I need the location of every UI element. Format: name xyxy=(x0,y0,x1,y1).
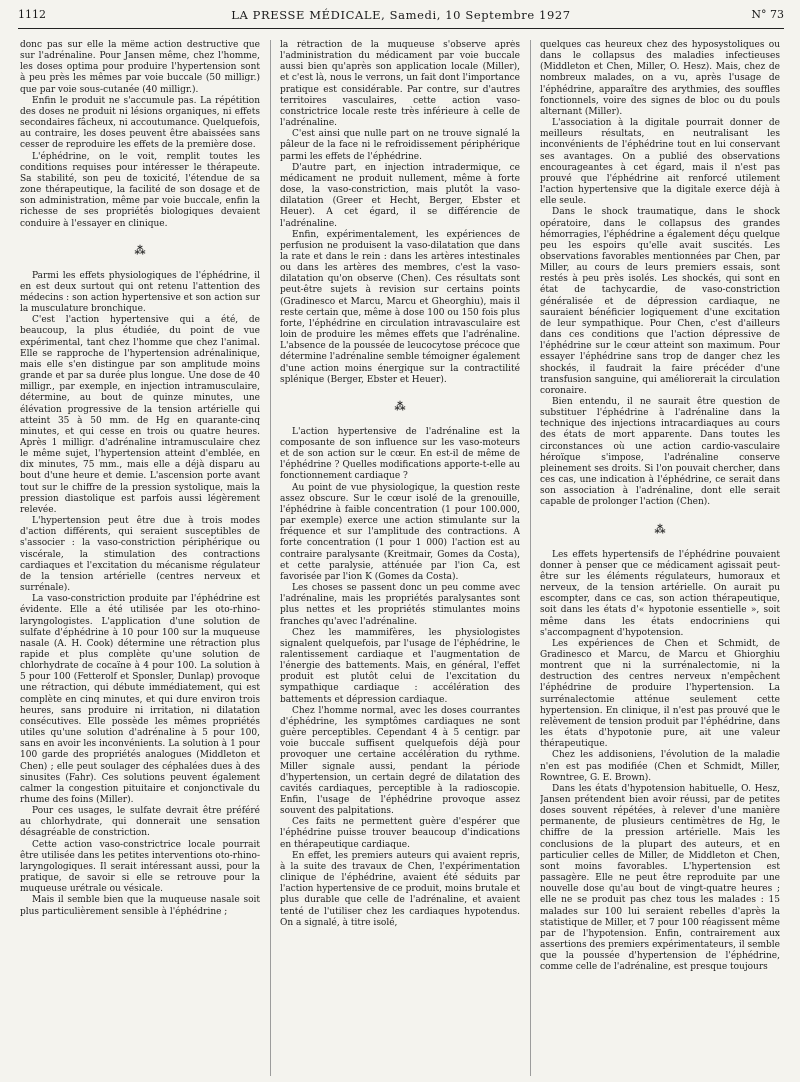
paragraph: la rétraction de la muqueuse s'observe après l'administration du médicament par voie buccale aussi bien qu'après son application locale (Miller), et c'est là, nous le verrons, un fait dont l'importance pratique est considérable. Par contre, sur d'autres territoires vasculaires, cette action vaso-constrictrice locale reste très inférieure à celle de l'adrénaline. xyxy=(280,40,520,129)
paragraph: L'hypertension peut être due à trois modes d'action différents, qui seraient susceptibles de s'associer : la vaso-constriction périphérique ou viscérale, la stimulation des contractions cardiaques et l'excitation du mécanisme régulateur de la tension artérielle (centres nerveux et surrénale). xyxy=(20,516,260,594)
journal-running-title: LA PRESSE MÉDICALE, Samedi, 10 Septembre 1927 xyxy=(231,8,571,22)
paragraph: Bien entendu, il ne saurait être question de substituer l'éphédrine à l'adrénaline dans la technique des injections intracardiaques au cours des états de mort apparente. Dans toutes les circonstances où une action cardio-vasculaire héroïque s'impose, l'adrénaline conserve pleinement ses droits. Si l'on pouvait chercher, dans ces cas, une indication à l'éphédrine, ce serait dans son association à l'adrénaline, dont elle serait capable de prolonger l'action (Chen). xyxy=(540,397,780,508)
page-header xyxy=(18,8,784,38)
section-asterism: ⁂ xyxy=(134,243,146,257)
paragraph: Mais il semble bien que la muqueuse nasale soit plus particulièrement sensible à l'éphédrine ; xyxy=(20,895,260,917)
paragraph: Les effets hypertensifs de l'éphédrine pouvaient donner à penser que ce médicament agissait peut-être sur les éléments régulateurs, humoraux et nerveux, de la tension artérielle. On aurait pu escompter, dans ce cas, son action thérapeutique, soit dans les états d'« hypotonie essentielle », soit même dans les états endocriniens qui s'accompagnent d'hypotension. xyxy=(540,549,780,638)
paragraph: Parmi les effets physiologiques de l'éphédrine, il en est deux surtout qui ont retenu l'attention des médecins : son action hypertensive et son action sur la musculature bronchique. xyxy=(20,270,260,315)
paragraph: Ces faits ne permettent guère d'espérer que l'éphédrine puisse trouver beaucoup d'indications en thérapeutique cardiaque. xyxy=(280,817,520,850)
paragraph: L'association à la digitale pourrait donner de meilleurs résultats, en neutralisant les inconvénients de l'éphédrine tout en lui conservant ses avantages. On a publié des observations encourageantes à cet égard, mais il n'est pas prouvé que l'éphédrine ait renforcé utilement l'action hypertensive que la digitale exerce déjà à elle seule. xyxy=(540,118,780,207)
section-asterism: ⁂ xyxy=(654,522,666,536)
paragraph: Dans les états d'hypotension habituelle, O. Hesz, Jansen prétendent bien avoir réussi, par de petites doses souvent répétées, à relever d'une manière permanente, de plusieurs centimètres de Hg, le chiffre de la pression artérielle. Mais les conclusions de la plupart des auteurs, et en particulier celles de Miller, de Middleton et Chen, sont moins favorables. L'hypertension est passagère. Elle ne peut être reproduite par une nouvelle dose qu'au bout de vingt-quatre heures ; elle ne se produit pas chez tous les malades : 15 malades sur 100 lui seraient rebelles d'après la statistique de Miller, et 7 pour 100 réagissent même par de l'hypotension. Enfin, contrairement aux assertions des premiers expérimentateurs, il semble que la poussée d'hypertension de l'éphédrine, comme celle de l'adrénaline, est presque toujours xyxy=(540,783,780,973)
page-number: 1112 xyxy=(18,8,46,21)
paragraph: donc pas sur elle la même action destructive que sur l'adrénaline. Pour Jansen même, chez l'homme, les doses optima pour produire l'hypertension sont à peu près les mêmes par voie buccale (50 milligr.) que par voie sous-cutanée (40 milligr.). xyxy=(20,40,260,95)
paragraph: Chez les mammifères, les physiologistes signalent quelquefois, par l'usage de l'éphédrine, le ralentissement cardiaque et l'augmentation de l'énergie des battements. Mais, en général, l'effet produit est plutôt celui de l'excitation du sympathique cardiaque : accélération des battements et dépression cardiaque. xyxy=(280,627,520,705)
column-2 xyxy=(280,40,520,1076)
paragraph: D'autre part, en injection intradermique, ce médicament ne produit nullement, même à forte dose, la vaso-constriction, mais plutôt la vaso-dilatation (Greer et Hecht, Berger, Ebster et Heuer). A cet égard, il se différencie de l'adrénaline. xyxy=(280,162,520,229)
paragraph: En effet, les premiers auteurs qui avaient repris, à la suite des travaux de Chen, l'expérimentation clinique de l'éphédrine, avaient été séduits par l'action hypertensive de ce produit, moins brutale et plus durable que celle de l'adrénaline, et avaient tenté de l'utiliser chez les cardiaques hypotendus. On a signalé, à titre isolé, xyxy=(280,850,520,928)
paragraph: Enfin, expérimentalement, les expériences de perfusion ne produisent la vaso-dilatation que dans la rate et dans le rein : dans les artères intestinales ou dans les artères des membres, c'est la vaso-dilatation qu'on observe (Chen). Ces résultats sont peut-être sujets à revision sur certains points (Gradinesco et Marcu, Marcu et Gheorghiu), mais il reste certain que, même à dose 100 ou 150 fois plus forte, l'éphédrine en circulation intravasculaire est loin de produire les mêmes effets que l'adrénaline. L'absence de la poussée de leucocytose précoce que détermine l'adrénaline semble témoigner également d'une action moins énergique sur la contractilité splénique (Berger, Ebster et Heuer). xyxy=(280,229,520,385)
column-divider xyxy=(270,40,271,1076)
column-divider xyxy=(530,40,531,1076)
paragraph: quelques cas heureux chez des hyposystoliques ou dans le collapsus des maladies infectieuses (Middleton et Chen, Miller, O. Hesz). Mais, chez de nombreux malades, on a vu, après l'usage de l'éphédrine, apparaître des arythmies, des souffles fonctionnels, voire des signes de bloc ou du pouls alternant (Miller). xyxy=(540,40,780,117)
paragraph: Chez l'homme normal, avec les doses courrantes d'éphédrine, les symptômes cardiaques ne sont guère perceptibles. Cependant 4 à 5 centigr. par voie buccale suffisent quelquefois déjà pour provoquer une certaine accélération du rythme. Miller signale aussi, pendant la période d'hypertension, un certain degré de dilatation des cavités cardiaques, perceptible à la radioscopie. Enfin, l'usage de l'éphédrine provoque assez souvent des palpitations. xyxy=(280,705,520,817)
paragraph: Enfin le produit ne s'accumule pas. La répétition des doses ne produit ni lésions organiques, ni effets secondaires fâcheux, ni accoutumance. Quelquefois, au contraire, les doses peuvent être abaissées sans cesser de reproduire les effets de la première dose. xyxy=(20,95,260,151)
section-asterism: ⁂ xyxy=(394,399,406,413)
column-1 xyxy=(20,40,260,1076)
paragraph: C'est ainsi que nulle part on ne trouve signalé la pâleur de la face ni le refroidissement périphérique parmi les effets de l'éphédrine. xyxy=(280,129,520,162)
paragraph: C'est l'action hypertensive qui a été, de beaucoup, la plus étudiée, du point de vue expérimental, tant chez l'homme que chez l'animal. Elle se rapproche de l'hypertension adrénalinique, mais elle s'en distingue par son amplitude moins grande et par sa durée plus longue. Une dose de 40 milligr., par exemple, en injection intramusculaire, détermine, au bout de quinze minutes, une élévation progressive de la tension artérielle qui atteint 35 à 50 mm. de Hg en quarante-cinq minutes, et qui cesse en trois ou quatre heures. Après 1 milligr. d'adrénaline intramusculaire chez le même sujet, l'hypertension atteint d'emblée, en dix minutes, 75 mm., mais elle a déjà disparu au bout d'une heure et demie. L'ascension porte avant tout sur le chiffre de la pression systolique, mais la pression diastolique est parfois aussi légèrement relevée. xyxy=(20,315,260,515)
issue-number: N° 73 xyxy=(751,8,784,21)
paragraph: Pour ces usages, le sulfate devrait être préféré au chlorhydrate, qui donnerait une sensation désagréable de constriction. xyxy=(20,806,260,839)
paragraph: Chez les addisoniens, l'évolution de la maladie n'en est pas modifiée (Chen et Schmidt, Miller, Rowntree, G. E. Brown). xyxy=(540,750,780,783)
paragraph: La vaso-constriction produite par l'éphédrine est évidente. Elle a été utilisée par les oto-rhino-laryngologistes. L'application d'une solution de sulfate d'éphédrine à 10 pour 100 sur la muqueuse nasale (A. H. Cook) détermine une rétraction plus rapide et plus complète qu'une solution de chlorhydrate de cocaïne à 4 pour 100. La solution à 5 pour 100 (Fetterolf et Sponsler, Dunlap) provoque une rétraction, qui débute immédiatement, qui est complète en cinq minutes, et qui dure environ trois heures, sans produire ni irritation, ni dilatation consécutives. Elle possède les mêmes propriétés utiles qu'une solution d'adrénaline à 5 pour 100, sans en avoir les inconvénients. La solution à 1 pour 100 garde des propriétés analogues (Middleton et Chen) ; elle peut soulager des céphalées dues à des sinusites (Fahr). Ces solutions peuvent également calmer la congestion pituitaire et conjonctivale du rhume des foins (Miller). xyxy=(20,594,260,805)
paragraph: Les choses se passent donc un peu comme avec l'adrénaline, mais les propriétés paralysantes sont plus nettes et les propriétés stimulantes moins franches qu'avec l'adrénaline. xyxy=(280,583,520,627)
paragraph: Les expériences de Chen et Schmidt, de Gradinesco et Marcu, de Marcu et Ghiorghiu montrent que ni la surrénalectomie, ni la destruction des centres nerveux n'empêchent l'éphédrine de produire l'hypertension. La surrénalectomie atténue seulement cette hypertension. En clinique, il n'est pas prouvé que le relèvement de tension produit par l'éphédrine, dans les états d'hypotonie pure, ait une valeur thérapeutique. xyxy=(540,638,780,750)
column-3 xyxy=(540,40,780,1076)
header-rule xyxy=(18,28,784,29)
paragraph: Au point de vue physiologique, la question reste assez obscure. Sur le cœur isolé de la grenouille, l'éphédrine à faible concentration (1 pour 100.000, par exemple) exerce une action stimulante sur la fréquence et sur l'amplitude des contractions. A forte concentration (1 pour 1 000) l'action est au contraire paralysante (Kreitmair, Gomes da Costa), et cette paralysie, atténuée par l'ion Ca, est favorisée par l'ion K (Gomes da Costa). xyxy=(280,482,520,582)
paragraph: Cette action vaso-constrictrice locale pourrait être utilisée dans les petites interventions oto-rhino-laryngologiques. Il serait intéressant aussi, pour la pratique, de savoir si elle se retrouve pour la muqueuse urétrale ou vésicale. xyxy=(20,839,260,895)
paragraph: Dans le shock traumatique, dans le shock opératoire, dans le collapsus des grandes hémorragies, l'éphédrine a également déçu quelque peu les espoirs qu'elle avait suscités. Les observations favorables mentionnées par Chen, par Miller, au cours de leurs premiers essais, sont restés à peu près isolés. Les shockés, qui sont en état de tachycardie, de vaso-constriction généralisée et de dépression cardiaque, ne sauraient bénéficier logiquement d'une excitation de leur sympathique. Pour Chen, c'est d'ailleurs dans ces conditions que l'action dépressive de l'éphédrine sur le cœur atteint son maximum. Pour essayer l'éphédrine sans trop de danger chez les shockés, il faudrait la faire précéder d'une transfusion sanguine, qui améliorerait la circulation coronaire. xyxy=(540,207,780,396)
article-body xyxy=(20,40,780,1076)
paragraph: L'action hypertensive de l'adrénaline est la composante de son influence sur les vaso-moteurs et de son action sur le cœur. En est-il de même de l'éphédrine ? Quelles modifications apporte-t-elle au fonctionnement cardiaque ? xyxy=(280,426,520,482)
paragraph: L'éphédrine, on le voit, remplit toutes les conditions requises pour intéresser le thérapeute. Sa stabilité, son peu de toxicité, l'étendue de sa zone thérapeutique, la facilité de son dosage et de son administration, même par voie buccale, enfin la richesse de ses propriétés biologiques devaient conduire à l'essayer en clinique. xyxy=(20,151,260,229)
